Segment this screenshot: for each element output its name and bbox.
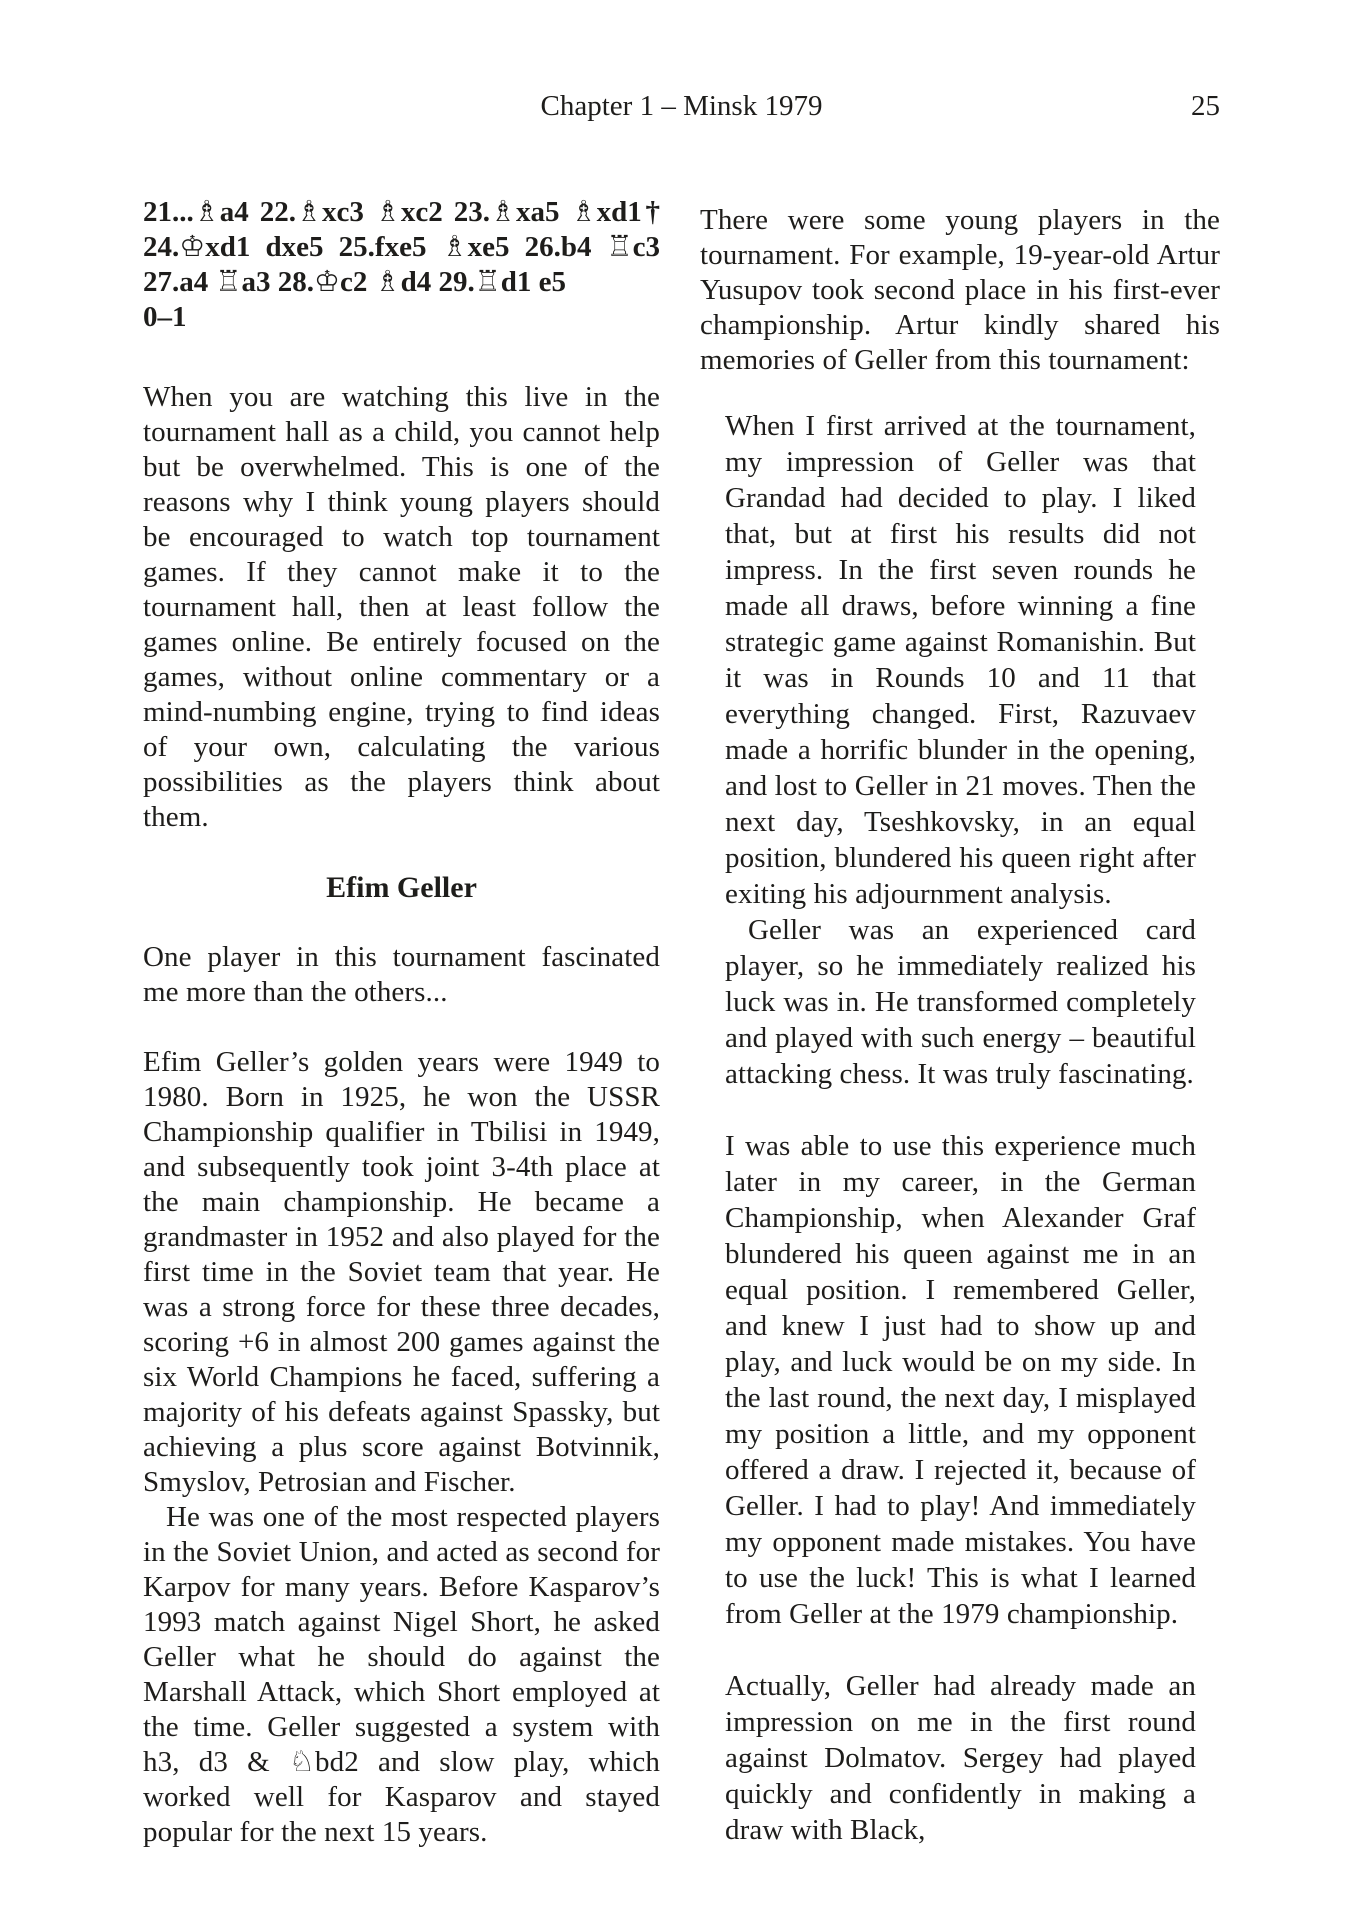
paragraph-golden-years: Efim Geller’s golden years were 1949 to 1980. Born in 1925, he won the USSR Championship qualifier in Tbilisi in 1949, and subsequently took joint 3-4th place at the main championship. He became a grandmaster in 1952 and also played for the first time in the Soviet team that year. He was a strong force for these three decades, scoring +6 in almost 200 games against the six World Champions he faced, suffering a majority of his defeats against Spassky, but achieving a plus score against Botvinnik, Smyslov, Petrosian and Fischer. bbox=[143, 1046, 660, 1498]
quote-paragraph-actually: Actually, Geller had already made an impression on me in the first round against Dolmatov. Sergey had played quickly and confidently in making a draw with Black, bbox=[725, 1670, 1196, 1846]
game-moves bbox=[143, 195, 660, 335]
moves-line-1: 21...♗a4 22.♗xc3 ♗xc2 23.♗xa5 ♗xd1† bbox=[143, 196, 660, 228]
right-column bbox=[700, 195, 1220, 1850]
paragraph-one-player: One player in this tournament fascinated me more than the others... bbox=[143, 941, 660, 1008]
game-result: 0–1 bbox=[143, 301, 187, 333]
page-number: 25 bbox=[1191, 90, 1220, 122]
moves-line-3: 27.a4 ♖a3 28.♔c2 ♗d4 29.♖d1 e5 bbox=[143, 266, 566, 298]
section-heading-efim-geller: Efim Geller bbox=[326, 871, 477, 904]
quote-paragraph-experience: I was able to use this experience much later in my career, in the German Championship, when Alexander Graf blundered his queen against me in an equal position. I remembered Geller, and knew I just had to show up and play, and luck would be on my side. In the last round, the next day, I misplayed my position a little, and my opponent offered a draw. I rejected it, because of Geller. I had to play! And immediately my opponent made mistakes. You have to use the luck! This is what I learned from Geller at the 1979 championship. bbox=[725, 1130, 1196, 1630]
yusupov-quote-block bbox=[725, 408, 1196, 1848]
quote-paragraph-card-player: Geller was an experienced card player, so he immediately realized his luck was in. He transformed completely and played with such energy – beautiful attacking chess. It was truly fascinating. bbox=[725, 914, 1196, 1090]
paragraph-young-players: There were some young players in the tournament. For example, 19-year-old Artur Yusupov took second place in his first-ever championship. Artur kindly shared his memories of Geller from this tournament: bbox=[700, 204, 1220, 376]
moves-line-2: 24.♔xd1 dxe5 25.fxe5 ♗xe5 26.b4 ♖c3 bbox=[143, 231, 660, 263]
quote-paragraph-arrival: When I first arrived at the tournament, my impression of Geller was that Grandad had decided to play. I liked that, but at first his results did not impress. In the first seven rounds he made all draws, before winning a fine strategic game against Romanishin. But it was in Rounds 10 and 11 that everything changed. First, Razuvaev made a horrific blunder in the opening, and lost to Geller in 21 moves. Then the next day, Tseshkovsky, in an equal position, blundered his queen right after exiting his adjournment analysis. bbox=[725, 410, 1196, 910]
paragraph-watching-live: When you are watching this live in the tournament hall as a child, you cannot help but be overwhelmed. This is one of the reasons why I think young players should be encouraged to watch top tournament games. If they cannot make it to the tournament hall, then at least follow the games online. Be entirely focused on the games, without online commentary or a mind-numbing engine, trying to find ideas of your own, calculating the various possibilities as the players think about them. bbox=[143, 381, 660, 833]
chapter-title: Chapter 1 – Minsk 1979 bbox=[540, 90, 823, 122]
paragraph-respected: He was one of the most respected players in the Soviet Union, and acted as second for Karpov for many years. Before Kasparov’s 1993 match against Nigel Short, he asked Geller what he should do against the Marshall Attack, which Short employed at the time. Geller suggested a system with h3, d3 & ♘bd2 and slow play, which worked well for Kasparov and stayed popular for the next 15 years. bbox=[143, 1501, 660, 1848]
running-header bbox=[143, 88, 1220, 124]
left-column bbox=[143, 195, 660, 1850]
text-columns bbox=[143, 195, 1220, 1850]
